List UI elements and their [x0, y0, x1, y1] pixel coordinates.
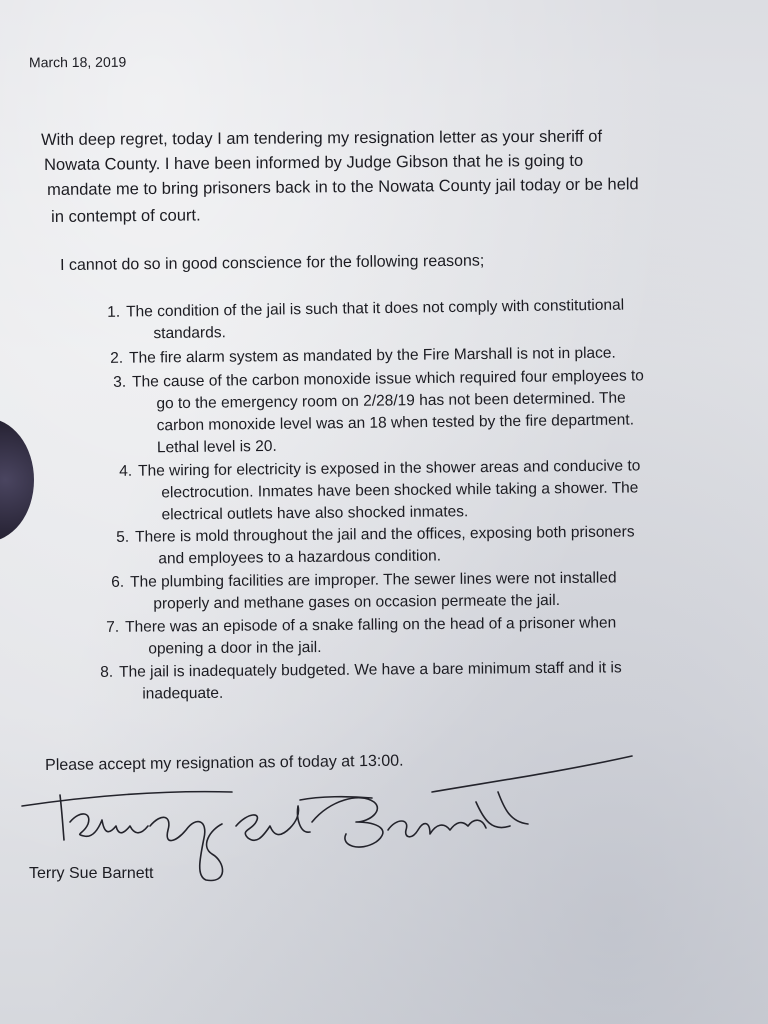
opening-line-1: With deep regret, today I am tendering my resignation letter as your sheriff of — [41, 127, 603, 149]
reason-continuation-line: electrical outlets have also shocked inmates. — [161, 503, 469, 524]
reason-number: 7. — [106, 618, 120, 636]
reason-number: 6. — [111, 573, 125, 591]
reason-item — [94, 295, 625, 346]
letter-date: March 18, 2019 — [28, 53, 127, 71]
reason-text: The plumbing facilities are improper. The sewer lines were not installed — [130, 569, 617, 591]
reason-first-line — [87, 657, 622, 684]
reason-first-line — [93, 612, 616, 639]
opening-line-2: Nowata County. I have been informed by Judge Gibson that he is going to — [44, 151, 584, 174]
reason-text: There was an episode of a snake falling on the head of a prisoner when — [125, 614, 617, 636]
reason-number: 4. — [119, 462, 133, 480]
reason-text: There is mold throughout the jail and the offices, exposing both prisoners — [135, 523, 635, 546]
opening-line-4: in contempt of court. — [51, 206, 201, 226]
reason-item — [100, 365, 645, 460]
reason-continuation-line: inadequate. — [142, 684, 224, 703]
opening-line-3: mandate me to bring prisoners back in to the Nowata County jail today or be held — [47, 175, 639, 199]
reason-text: The fire alarm system as mandated by the Fire Marshall is not in place. — [129, 344, 616, 367]
reasons-intro: I cannot do so in good conscience for the following reasons; — [59, 252, 485, 274]
reason-continuation-line: electrocution. Inmates have been shocked while taking a shower. The — [161, 479, 639, 502]
reason-number: 8. — [100, 663, 114, 681]
reason-number: 2. — [110, 349, 124, 367]
reason-continuation-line: and employees to a hazardous condition. — [158, 547, 442, 568]
reason-continuation-line: properly and methane gases on occasion permeate the jail. — [153, 591, 561, 613]
reason-item — [93, 612, 617, 661]
reason-item — [98, 567, 617, 616]
reason-item — [106, 455, 641, 527]
closing-line: Please accept my resignation as of today at 13:00. — [44, 752, 404, 774]
reason-number: 3. — [113, 373, 127, 391]
reason-text: The wiring for electricity is exposed in the shower areas and conducive to — [138, 457, 641, 480]
reason-continuation-line: Lethal level is 20. — [156, 437, 277, 457]
reason-item — [87, 657, 622, 706]
reason-continuation-line: opening a door in the jail. — [148, 639, 322, 658]
reason-text: The jail is inadequately budgeted. We have a bare minimum staff and it is — [119, 659, 622, 681]
reason-number: 1. — [107, 303, 121, 321]
reason-item — [103, 521, 635, 571]
reason-continuation-line: carbon monoxide level was an 18 when tested by the fire department. — [156, 411, 635, 435]
reason-continuation-line: go to the emergency room on 2/28/19 has not been determined. The — [156, 389, 626, 413]
reason-continuation-line: standards. — [153, 324, 226, 343]
printed-name: Terry Sue Barnett — [29, 865, 154, 882]
thumb-shadow — [0, 418, 34, 542]
reason-number: 5. — [116, 528, 130, 546]
reason-text: The condition of the jail is such that it does not comply with constitutional — [126, 296, 625, 321]
reason-text: The cause of the carbon monoxide issue which required four employees to — [132, 367, 644, 391]
